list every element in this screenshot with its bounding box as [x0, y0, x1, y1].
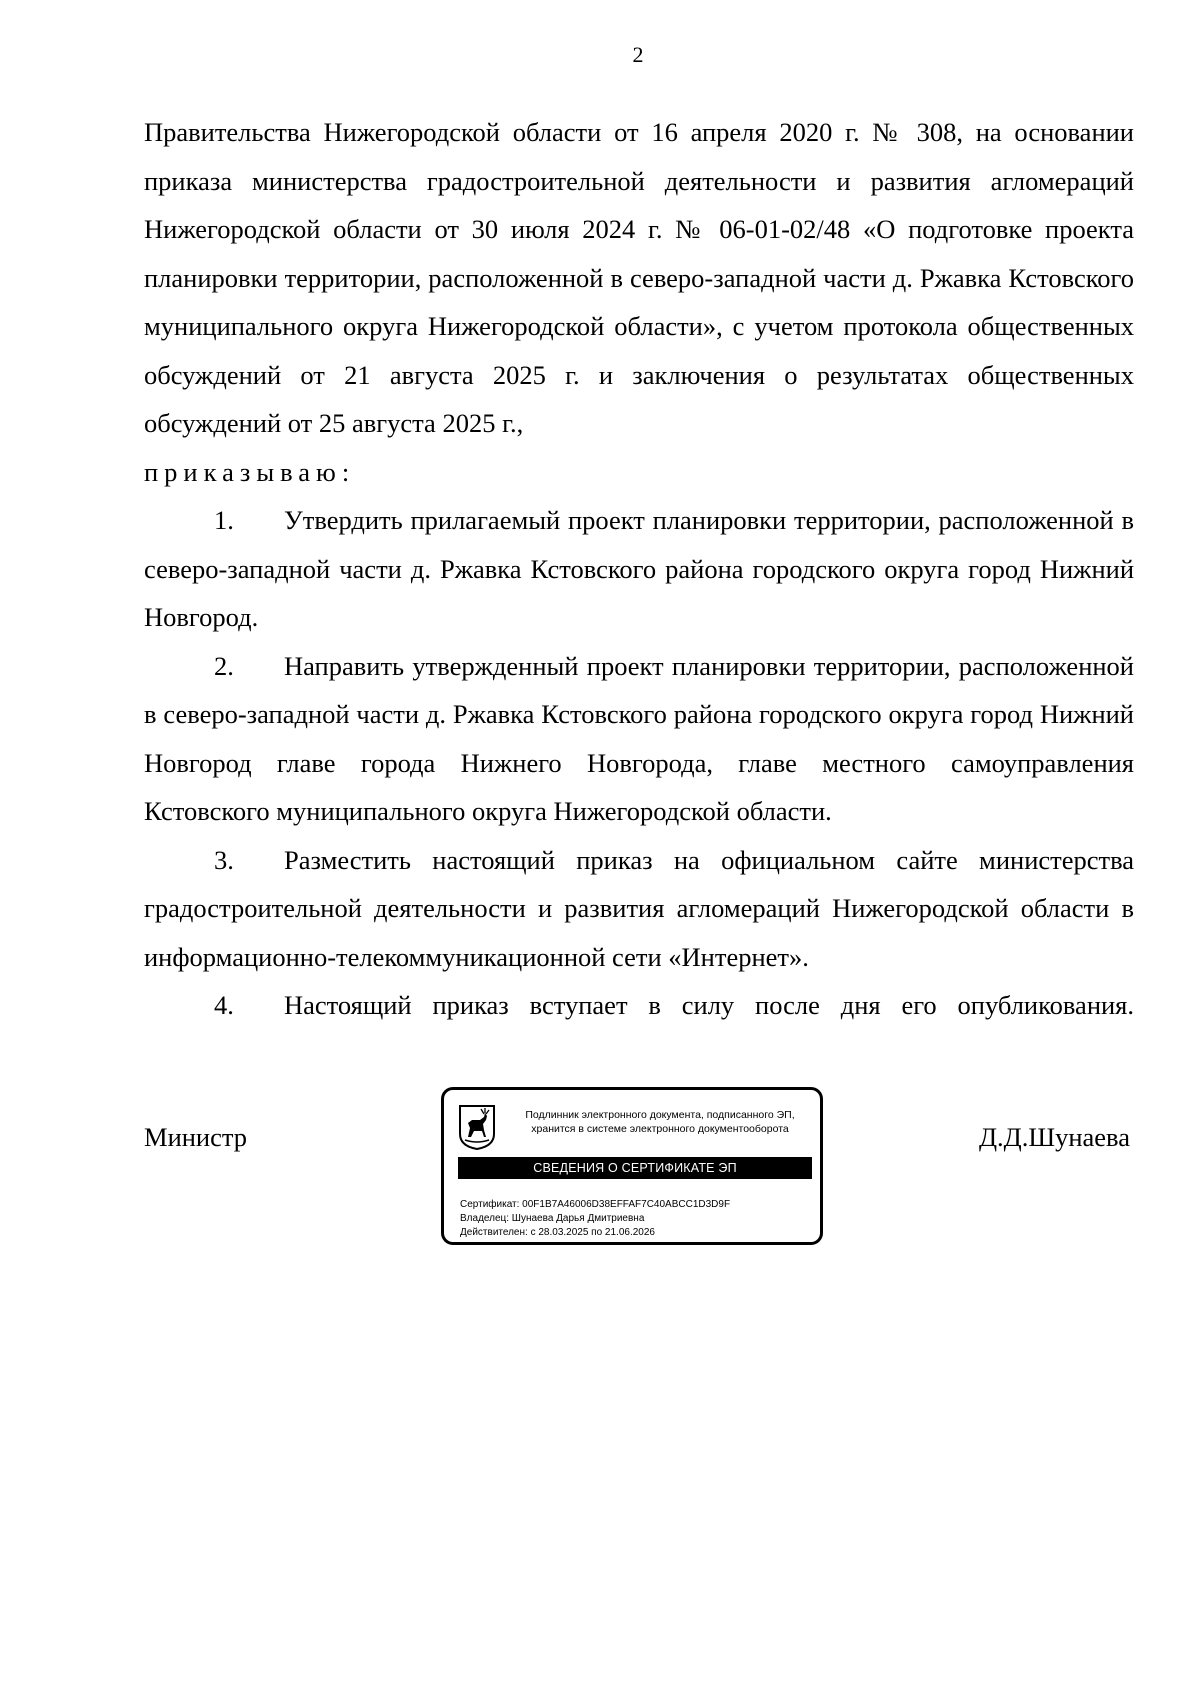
intro-paragraph: Правительства Нижегородской области от 16 апреля 2020 г. № 308, на основании приказа министерства градостроительной деятельности и развития агломераций Нижегородской области от 30 июля 2024 г. № 06-01-02/48 «О подготовке проекта планировки территории, расположенной в северо-западной части д. Ржавка Кстовского муниципального округа Нижегородской области», с учетом протокола общественных обсуждений от 21 августа 2025 г. и заключения о результатах общественных обсуждений от 25 августа 2025 г., — [144, 117, 1134, 438]
certificate-info-bar: СВЕДЕНИЯ О СЕРТИФИКАТЕ ЭП — [458, 1157, 812, 1179]
item-text: Утвердить прилагаемый проект планировки территории, расположенной в северо-западной части д. Ржавка Кстовского района городского округа город Нижний Новгород. — [144, 505, 1134, 632]
item-number: 3. — [214, 844, 234, 875]
stamp-header — [510, 1108, 810, 1136]
item-text: Настоящий приказ вступает в силу после дня его опубликования. — [284, 990, 1134, 1020]
signature-name: Д.Д.Шунаева — [978, 1122, 1130, 1152]
page-number: 2 — [632, 42, 644, 67]
stamp-header-line: Подлинник электронного документа, подписанного ЭП, — [525, 1109, 795, 1121]
list-item — [144, 496, 1134, 642]
certificate-number: Сертификат: 00F1B7A46006D38EFFAF7C40ABCC1D3D9F — [460, 1199, 731, 1210]
list-item — [144, 981, 1134, 1030]
list-item — [144, 836, 1134, 982]
item-number: 1. — [214, 505, 234, 535]
item-number: 4. — [214, 990, 234, 1020]
item-number: 2. — [214, 650, 234, 681]
item-text: Направить утвержденный проект планировки территории, расположенной в северо-западной части д. Ржавка Кстовского района городского округа город Нижний Новгород главе города Нижнего Новгорода, главе местного самоуправления Кстовского муниципального округа Нижегородской области. — [144, 650, 1134, 826]
certificate-details — [460, 1198, 730, 1240]
electronic-signature-stamp — [441, 1087, 823, 1245]
item-text: Разместить настоящий приказ на официальном сайте министерства градостроительной деятельности и развития агломераций Нижегородской области в информационно-телекоммуникационной сети «Интернет». — [144, 844, 1134, 972]
list-item — [144, 642, 1134, 836]
signature-position: Министр — [144, 1122, 248, 1152]
decree-word: приказываю: — [144, 456, 356, 487]
certificate-owner: Владелец: Шунаева Дарья Дмитриевна — [460, 1213, 645, 1224]
document-body — [144, 108, 1134, 1030]
stamp-header-line: хранится в системе электронного документооборота — [531, 1123, 789, 1135]
nizhny-novgorod-deer-emblem-icon — [458, 1104, 496, 1150]
certificate-validity: Действителен: с 28.03.2025 по 21.06.2026 — [460, 1227, 655, 1238]
